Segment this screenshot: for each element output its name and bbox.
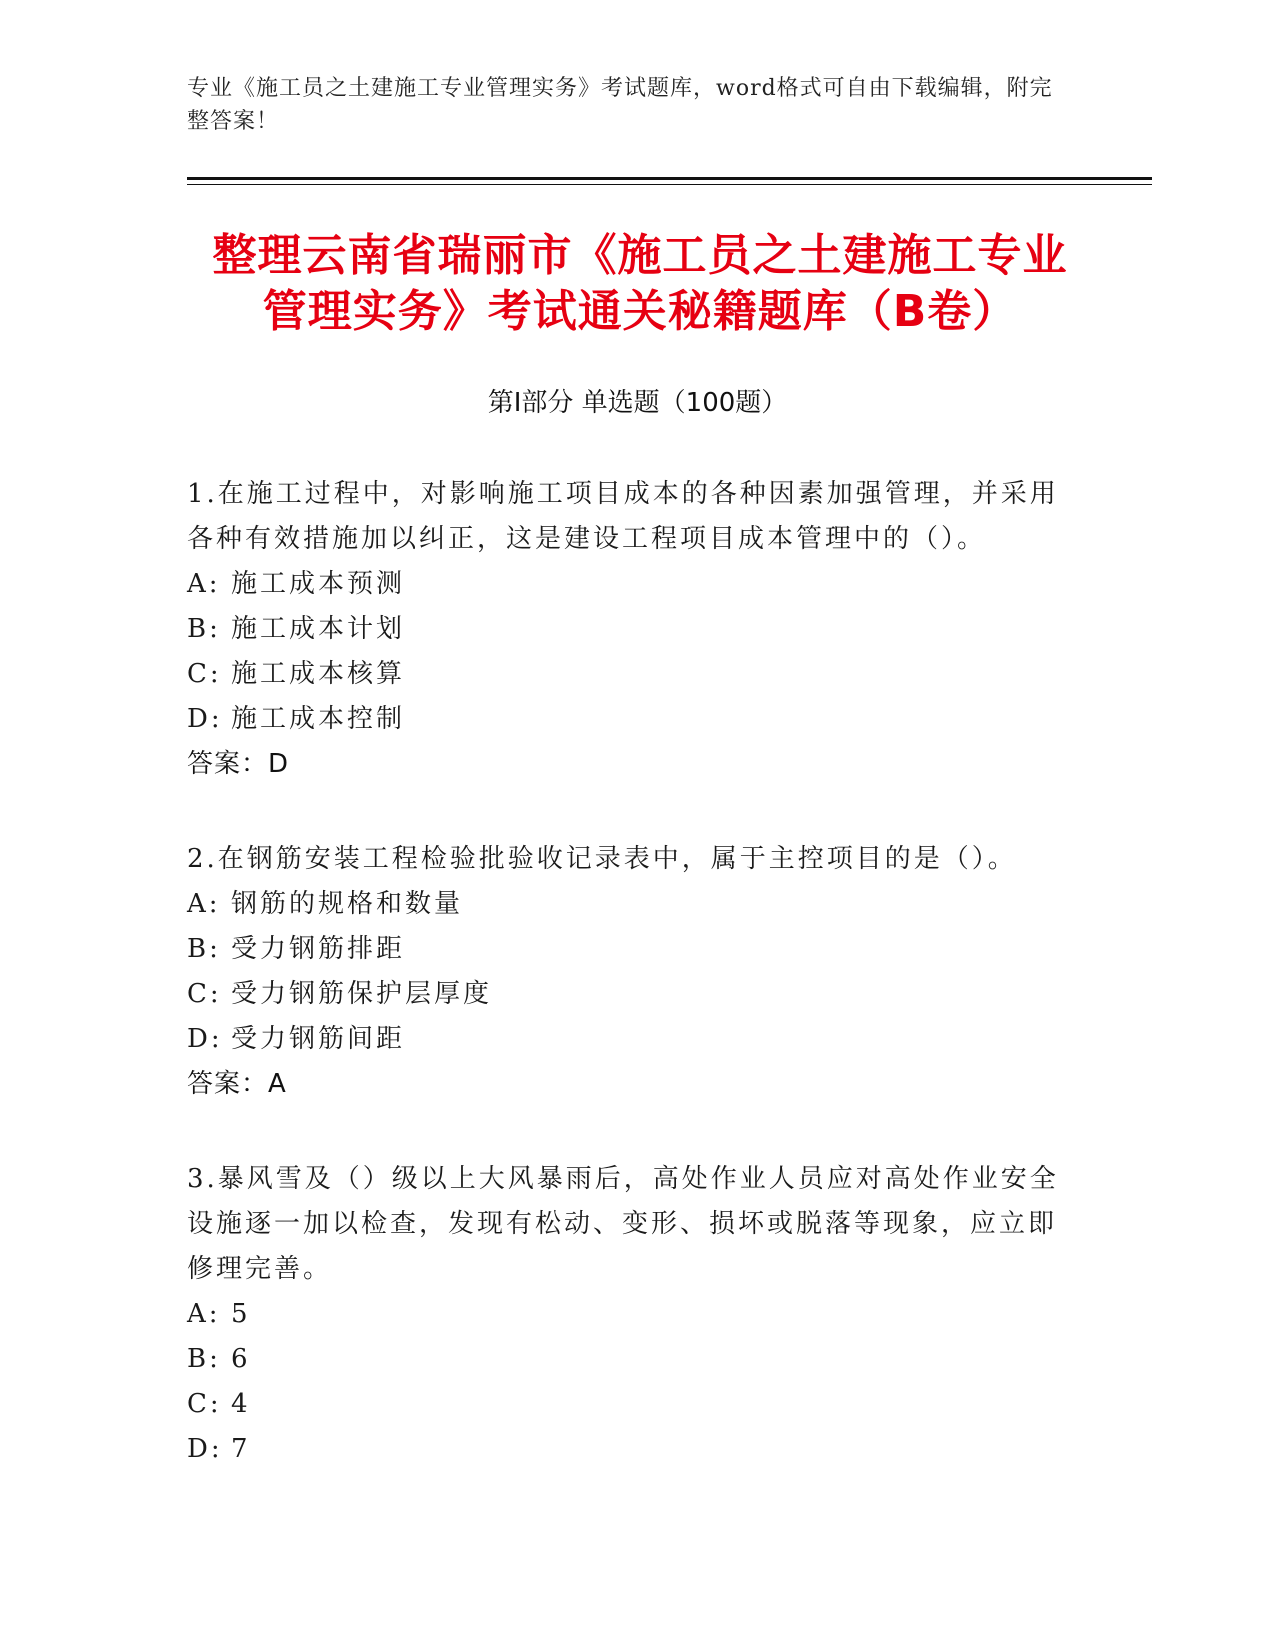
option-letter: A: xyxy=(187,569,221,599)
document-title-line2: 管理实务》考试通关秘籍题库（B卷） xyxy=(262,286,1018,337)
section-title: 第I部分 单选题（100题） xyxy=(487,388,788,418)
option-letter: C: xyxy=(187,979,222,1009)
option-text: 施工成本核算 xyxy=(231,659,406,689)
header-note: 专业《施工员之土建施工专业管理实务》考试题库，word格式可自由下载编辑，附完整答案！ xyxy=(187,76,1053,134)
option-letter: D: xyxy=(187,704,223,734)
option-b xyxy=(187,1337,1067,1382)
option-letter: A: xyxy=(187,1299,221,1329)
option-letter: C: xyxy=(187,659,222,689)
option-d xyxy=(187,1427,1067,1472)
question-list xyxy=(187,472,1067,1522)
option-text: 钢筋的规格和数量 xyxy=(231,889,464,919)
option-letter: B: xyxy=(187,934,221,964)
option-text: 4 xyxy=(231,1389,251,1419)
option-b xyxy=(187,607,1067,652)
option-text: 施工成本计划 xyxy=(231,614,406,644)
question-3 xyxy=(187,1157,1067,1472)
header-rule-thin xyxy=(187,184,1152,185)
option-text: 7 xyxy=(231,1434,251,1464)
option-c xyxy=(187,1382,1067,1427)
option-text: 受力钢筋间距 xyxy=(231,1024,406,1054)
option-text: 6 xyxy=(231,1344,251,1374)
option-b xyxy=(187,927,1067,972)
question-stem: 2.在钢筋安装工程检验批验收记录表中，属于主控项目的是（）。 xyxy=(187,844,1017,874)
document-title-line1: 整理云南省瑞丽市《施工员之土建施工专业 xyxy=(212,230,1068,281)
question-stem: 3.暴风雪及（）级以上大风暴雨后，高处作业人员应对高处作业安全设施逐一加以检查，发现有松动、变形、损坏或脱落等现象，应立即修理完善。 xyxy=(187,1164,1059,1284)
option-d xyxy=(187,1017,1067,1062)
option-text: 5 xyxy=(231,1299,251,1329)
question-1 xyxy=(187,472,1067,787)
option-text: 受力钢筋排距 xyxy=(231,934,406,964)
option-a xyxy=(187,562,1067,607)
option-text: 受力钢筋保护层厚度 xyxy=(231,979,493,1009)
option-letter: A: xyxy=(187,889,221,919)
answer: 答案：D xyxy=(187,749,290,779)
option-letter: B: xyxy=(187,614,221,644)
option-c xyxy=(187,652,1067,697)
option-letter: B: xyxy=(187,1344,221,1374)
option-letter: C: xyxy=(187,1389,222,1419)
option-c xyxy=(187,972,1067,1017)
option-a xyxy=(187,882,1067,927)
question-2 xyxy=(187,837,1067,1107)
option-text: 施工成本预测 xyxy=(231,569,406,599)
header-rule-thick xyxy=(187,177,1152,180)
document-title xyxy=(180,228,1100,340)
answer: 答案：A xyxy=(187,1069,287,1099)
option-d xyxy=(187,697,1067,742)
option-letter: D: xyxy=(187,1024,223,1054)
option-a xyxy=(187,1292,1067,1337)
question-stem: 1.在施工过程中，对影响施工项目成本的各种因素加强管理，并采用各种有效措施加以纠正，这是建设工程项目成本管理中的（）。 xyxy=(187,479,1059,554)
option-letter: D: xyxy=(187,1434,223,1464)
option-text: 施工成本控制 xyxy=(231,704,406,734)
